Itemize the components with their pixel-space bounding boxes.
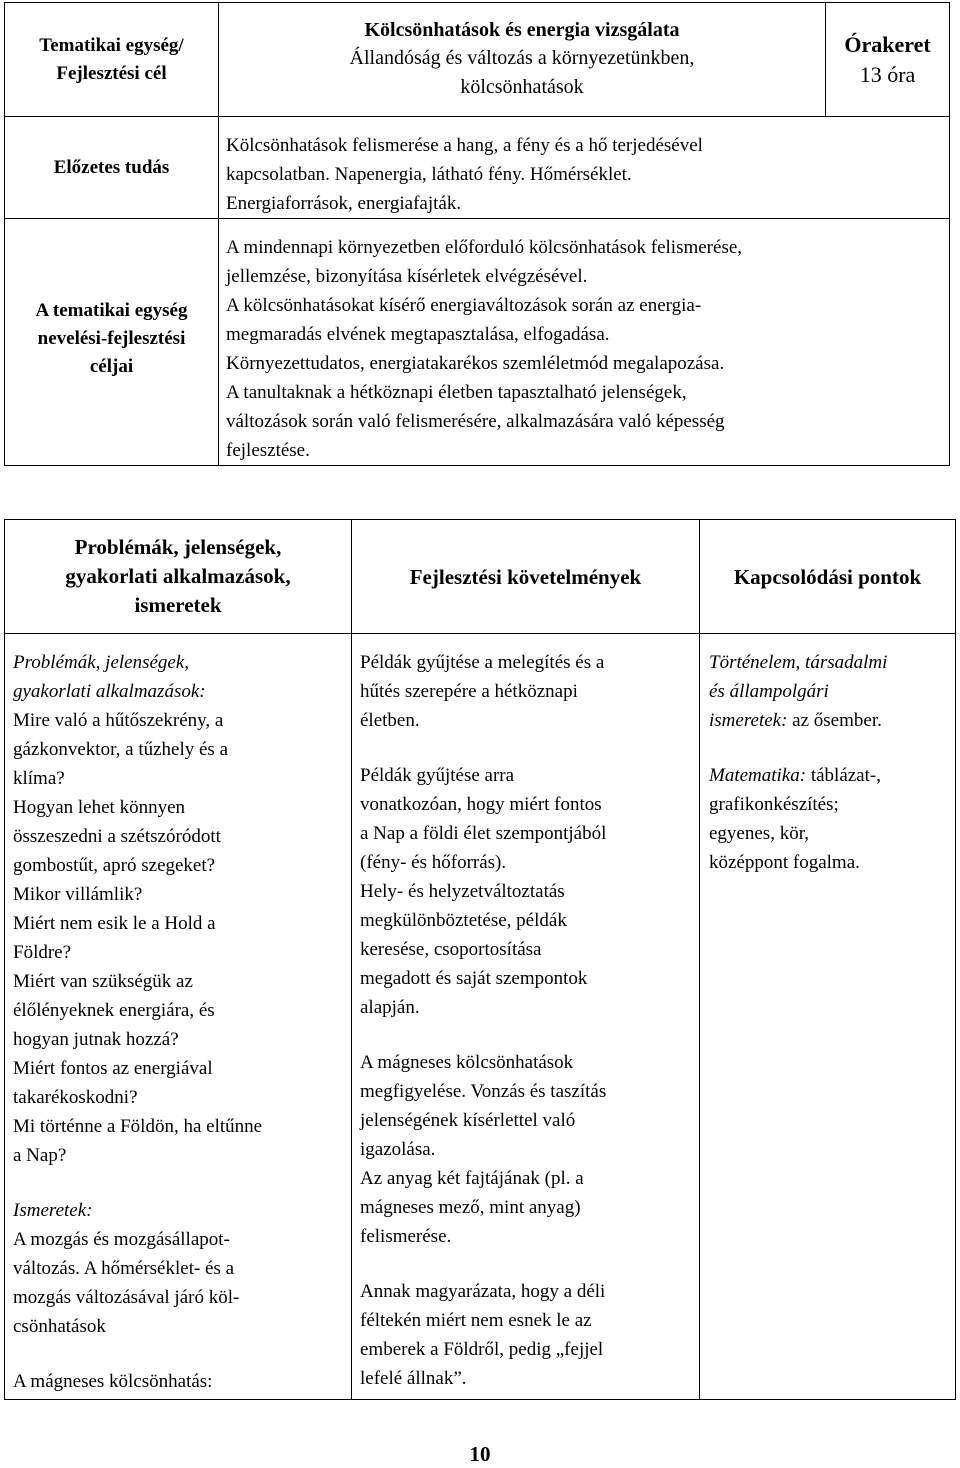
problems-heading: gyakorlati alkalmazások: (13, 681, 206, 702)
connections-cell: Történelem, társadalmi és állampolgári ismeretek: az ősember. Matematika: táblázat-, grafikonkészítés; egyenes, kör, középpont fogalma. (700, 634, 956, 1400)
history-line: ismeretek: az ősember. (709, 710, 882, 731)
goals-text: A mindennapi környezetben előforduló kölcsönhatások felismerése, jellemzése, bizonyítása kísérletek elvégzésével. A kölcsönhatásokat kísérő energiaváltozások során az energia- megmaradás elvének megtapasztalása, elfogadása. Környezettudatos, energiatakarékos szemléletmód megalapozása. A tanultaknak a hétköznapi életben tapasztalható jelenségek, változások során való felismerésére, alkalmazására való képesség fejlesztése. (219, 219, 950, 466)
math-line: Matematika: táblázat-, (709, 765, 881, 786)
history-label: Történelem, társadalmi (709, 652, 888, 673)
goals-label: A tematikai egység nevelési-fejlesztési céljai (5, 219, 219, 466)
unit-overview-table (4, 2, 950, 466)
hours-value: 13 óra (859, 61, 916, 87)
unit-subtitle-line: kölcsönhatások (460, 76, 584, 98)
problems-cell: Problémák, jelenségek, gyakorlati alkalmazások: Mire való a hűtőszekrény, a gázkonvektor, a tűzhely és a klíma? Hogyan lehet könnyen összeszedni a szétszóródott gombostűt, apró szegeket? Mikor villámlik? Miért nem esik le a Hold a Földre? Miért van szükségük az élőlényeknek energiára, és hogyan jutnak hozzá? Miért fontos az energiával takarékoskodni? Mi történne a Földön, ha eltűnne a Nap? Ismeretek: A mozgás és mozgásállapot- változás. A hőmérséklet- és a mozgás változásával járó köl- csönhatások A mágneses kölcsönhatás: (5, 634, 352, 1400)
unit-title-cell (219, 3, 826, 117)
requirements-cell: Példák gyűjtése a melegítés és a hűtés szerepére a hétköznapi életben. Példák gyűjtése arra vonatkozóan, hogy miért fontos a Nap a földi élet szempontjából (fény- és hőforrás). Hely- és helyzetváltoztatás megkülönböztetése, példák keresése, csoportosítása megadott és saját szempontok alapján. A mágneses kölcsönhatások megfigyelése. Vonzás és taszítás jelenségének kísérlettel való igazolása. Az anyag két fajtájának (pl. a mágneses mező, mint anyag) felismerése. Annak magyarázata, hogy a déli féltekén miért nem esnek le az emberek a Földről, pedig „fejjel lefelé állnak”. (352, 634, 700, 1400)
unit-subtitle-line: Állandóság és változás a környezetünkben, (349, 47, 695, 69)
prior-knowledge-label: Előzetes tudás (5, 117, 219, 219)
unit-topic-label: Tematikai egység/ Fejlesztési cél (5, 3, 219, 117)
unit-title: Kölcsönhatások és energia vizsgálata (364, 19, 680, 41)
hours-label: Órakeret (844, 31, 931, 57)
header-requirements: Fejlesztési követelmények (352, 520, 700, 634)
knowledge-heading: Ismeretek: (13, 1200, 93, 1221)
content-table (4, 519, 956, 1400)
problems-heading: Problémák, jelenségek, (13, 652, 190, 673)
header-problems: Problémák, jelenségek, gyakorlati alkalmazások, ismeretek (5, 520, 352, 634)
page-number: 10 (469, 1442, 491, 1466)
math-label: Matematika: (709, 765, 807, 786)
header-connections: Kapcsolódási pontok (700, 520, 956, 634)
prior-knowledge-text: Kölcsönhatások felismerése a hang, a fény és a hő terjedésével kapcsolatban. Napenergia, látható fény. Hőmérséklet. Energiaforrások, energiafajták. (219, 117, 950, 219)
hours-cell (826, 3, 950, 117)
magnetic-heading: A mágneses kölcsönhatás: (13, 1371, 213, 1392)
history-label: és állampolgári (709, 681, 829, 702)
